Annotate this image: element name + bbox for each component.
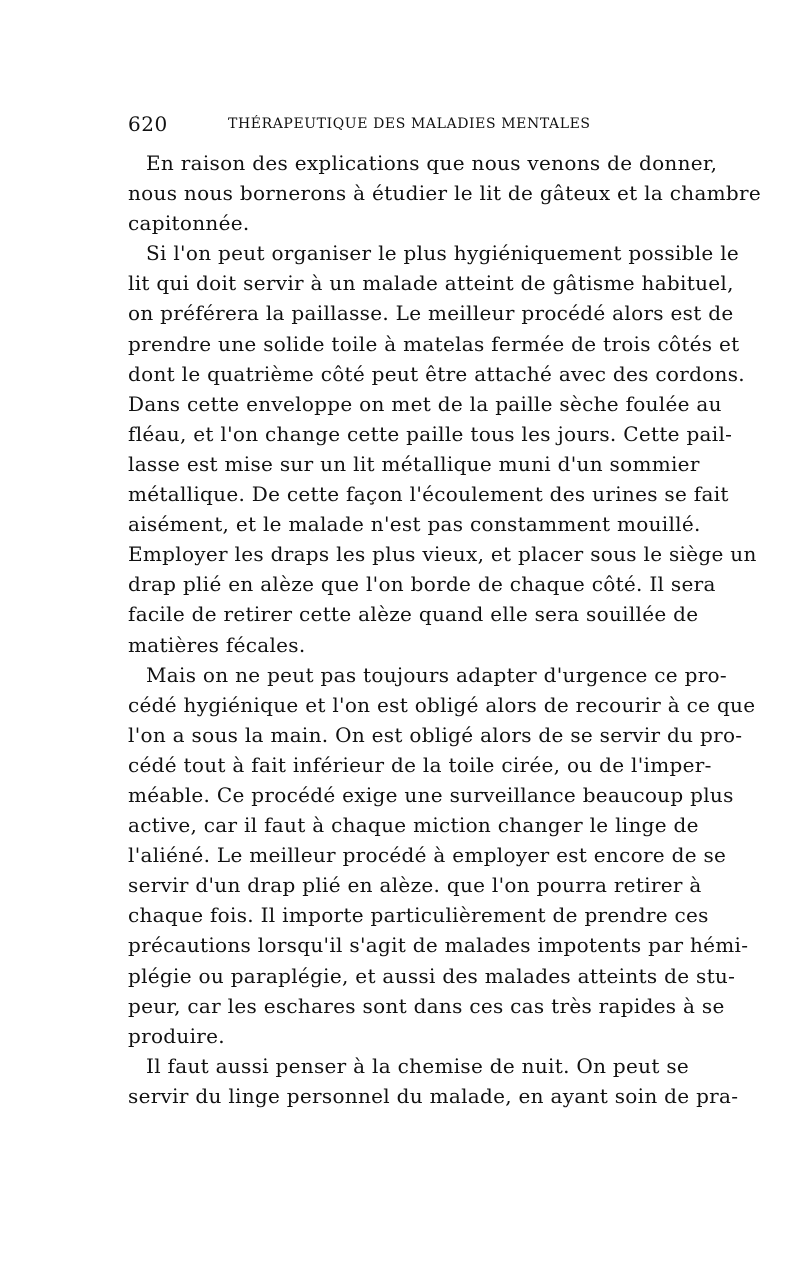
text-line: on préférera la paillasse. Le meilleur procédé alors est de — [128, 301, 734, 326]
text-line: peur, car les eschares sont dans ces cas très rapides à se — [128, 993, 725, 1018]
page-header — [128, 112, 674, 142]
text-line: servir du linge personnel du malade, en ayant soin de pra- — [128, 1083, 739, 1108]
body-text — [128, 148, 762, 1111]
text-line: servir d'un drap plié en alèze. que l'on pourra retirer à — [128, 873, 702, 898]
text-line: Dans cette enveloppe on met de la paille sèche foulée au — [128, 391, 722, 416]
text-line: dont le quatrième côté peut être attaché avec des cordons. — [128, 361, 745, 386]
text-line: fléau, et l'on change cette paille tous les jours. Cette pail- — [128, 421, 733, 446]
text-line: méable. Ce procédé exige une surveillance beaucoup plus — [128, 782, 734, 807]
text-line: aisément, et le malade n'est pas constamment mouillé. — [128, 512, 701, 537]
text-line: chaque fois. Il importe particulièrement de prendre ces — [128, 903, 709, 928]
text-line: précautions lorsqu'il s'agit de malades impotents par hémi- — [128, 933, 749, 958]
text-line: plégie ou paraplégie, et aussi des malades atteints de stu- — [128, 963, 736, 988]
text-line: capitonnée. — [128, 211, 250, 236]
text-line: l'aliéné. Le meilleur procédé à employer est encore de se — [128, 843, 727, 868]
text-line: Employer les draps les plus vieux, et placer sous le siège un — [128, 542, 757, 567]
text-line: lit qui doit servir à un malade atteint de gâtisme habituel, — [128, 271, 734, 296]
text-line: matières fécales. — [128, 632, 306, 657]
text-line: Il faut aussi penser à la chemise de nuit. On peut se — [146, 1053, 690, 1078]
text-line: cédé hygiénique et l'on est obligé alors de recourir à ce que — [128, 692, 756, 717]
text-line: Si l'on peut organiser le plus hygiéniquement possible le — [146, 241, 740, 266]
running-head: THÉRAPEUTIQUE DES MALADIES MENTALES — [228, 116, 591, 132]
text-line: nous nous bornerons à étudier le lit de gâteux et la chambre — [128, 181, 762, 206]
text-line: Mais on ne peut pas toujours adapter d'urgence ce pro- — [146, 662, 727, 687]
text-line: produire. — [128, 1023, 225, 1048]
text-line: l'on a sous la main. On est obligé alors de se servir du pro- — [128, 722, 743, 747]
text-line: active, car il faut à chaque miction changer le linge de — [128, 813, 699, 838]
text-line: métallique. De cette façon l'écoulement des urines se fait — [128, 482, 729, 507]
text-line: facile de retirer cette alèze quand elle sera souillée de — [128, 602, 699, 627]
text-line: drap plié en alèze que l'on borde de chaque côté. Il sera — [128, 572, 716, 597]
text-line: lasse est mise sur un lit métallique muni d'un sommier — [128, 451, 700, 476]
text-line: prendre une solide toile à matelas fermée de trois côtés et — [128, 331, 740, 356]
text-line: En raison des explications que nous venons de donner, — [146, 151, 718, 175]
page-number: 620 — [128, 112, 168, 136]
text-line: cédé tout à fait inférieur de la toile cirée, ou de l'imper- — [128, 752, 712, 777]
